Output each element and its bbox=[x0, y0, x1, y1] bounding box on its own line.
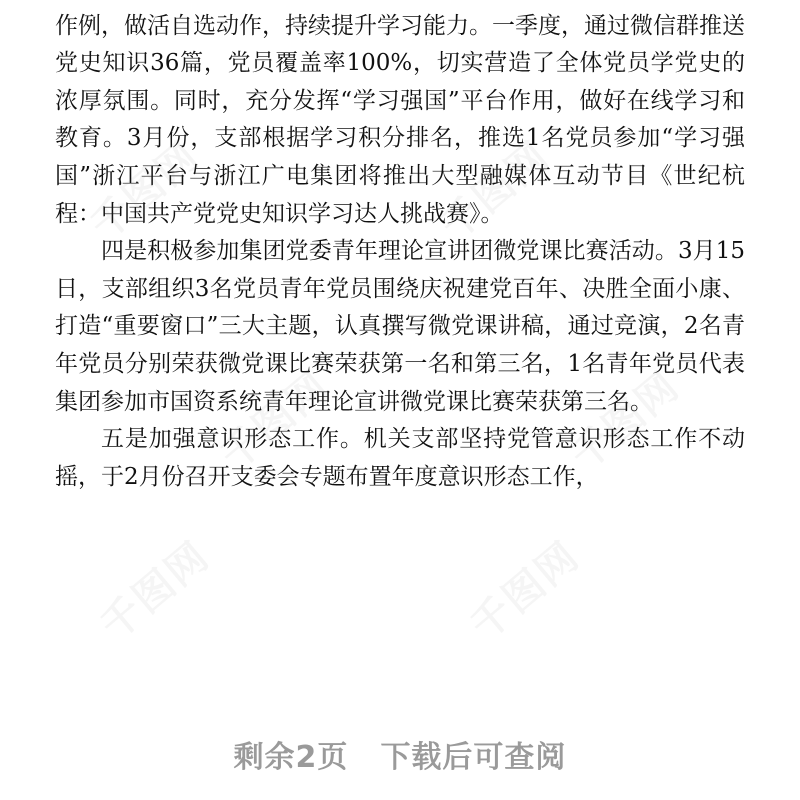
watermark-logo: 千图网 bbox=[212, 363, 339, 480]
watermark-logo: 千图网 bbox=[432, 133, 559, 250]
paragraph-ideology: 五是加强意识形态工作。机关支部坚持党管意识形态工作不动摇，于2月份召开支委会专题布置年度意识形态工作， bbox=[55, 426, 745, 490]
paragraph-study: 作例，做活自选动作，持续提升学习能力。一季度，通过微信群推送党史知识36篇，党员覆盖率100%，切实营造了全体党员学党史的浓厚氛围。同时，充分发挥“学习强国”平台作用，做好在线学习和教育。3月份，支部根据学习积分排名，推选1名党员参加“学习强国”浙江平台与浙江广电集团将推出大型融媒体互动节目《世纪杭程：中国共产党党史知识学习达人挑战赛》。 bbox=[55, 12, 745, 227]
watermark-logo: 千图网 bbox=[462, 533, 589, 650]
download-prompt[interactable] bbox=[0, 732, 800, 776]
watermark-logo: 千图网 bbox=[82, 133, 209, 250]
remaining-pages-label: 剩余2页 bbox=[233, 740, 349, 775]
watermark-logo: 千图网 bbox=[562, 363, 689, 480]
watermark-logo: 千图网 bbox=[92, 533, 219, 650]
download-hint-label: 下载后可查阅 bbox=[380, 740, 567, 775]
document-body bbox=[55, 0, 745, 496]
paragraph-micro-lecture: 四是积极参加集团党委青年理论宣讲团微党课比赛活动。3月15日，支部组织3名党员青年党员围绕庆祝建党百年、决胜全面小康、打造“重要窗口”三大主题，认真撰写微党课讲稿，通过竞演，2名青年党员分别荣获微党课比赛荣获第一名和第三名，1名青年党员代表集团参加市国资系统青年理论宣讲微党课比赛荣获第三名。 bbox=[55, 238, 745, 415]
